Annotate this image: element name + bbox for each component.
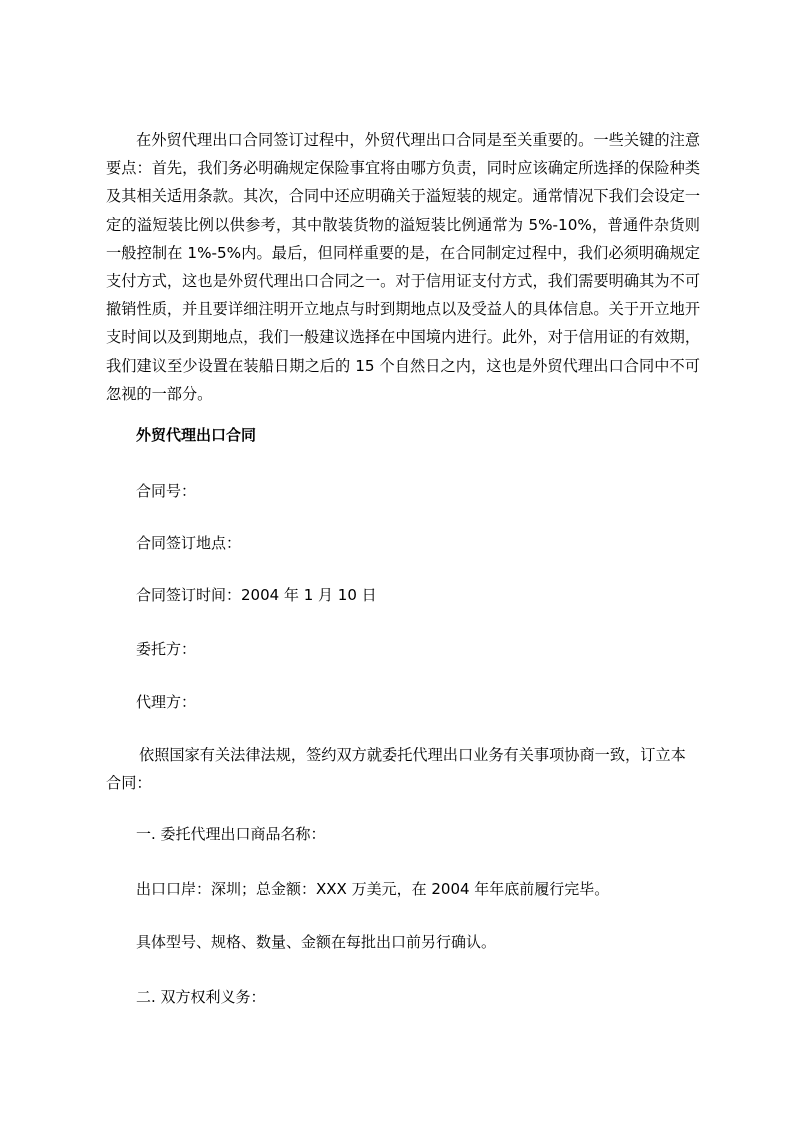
- contract-number-field: [136, 480, 196, 501]
- agent-label: 代理方：: [136, 693, 197, 711]
- contract-title: 外贸代理出口合同: [136, 426, 257, 444]
- sign-time-value: 2004 年 1 月 10 日: [241, 586, 377, 604]
- section-1-heading: 一. 委托代理出口商品名称：: [136, 825, 326, 843]
- details-line: 具体型号、规格、数量、金额在每批出口前另行确认。: [136, 933, 497, 951]
- sign-place-field: [136, 532, 241, 553]
- sign-time-label: 合同签订时间：: [136, 586, 242, 604]
- principal-field: [136, 638, 196, 659]
- principal-label: 委托方：: [136, 640, 197, 658]
- port-amount-line: 出口口岸：深圳；总金额：XXX 万美元，在 2004 年年底前履行完毕。: [136, 880, 610, 898]
- agent-field: [136, 691, 196, 712]
- sign-place-label: 合同签订地点：: [136, 534, 242, 552]
- intro-paragraph: 在外贸代理出口合同签订过程中，外贸代理出口合同是至关重要的。一些关键的注意要点：首先，我们务必明确规定保险事宜将由哪方负责，同时应该确定所选择的保险种类及其相关适用条款。其次，合同中还应明确关于溢短装的规定。通常情况下我们会设定一定的溢短装比例以供参考，其中散装货物的溢短装比例通常为 5%-10%，普通件杂货则一般控制在 1%-5%内。最后，但同样重要的是，在合同制定过程中，我们必须明确规定支付方式，这也是外贸代理出口合同之一。对于信用证支付方式，我们需要明确其为不可撤销性质，并且要详细注明开立地点与时到期地点以及受益人的具体信息。关于开立地开支时间以及到期地点，我们一般建议选择在中国境内进行。此外，对于信用证的有效期，我们建议至少设置在装船日期之后的 15 个自然日之内，这也是外贸代理出口合同中不可忽视的一部分。: [106, 131, 700, 403]
- contract-number-label: 合同号：: [136, 482, 197, 500]
- preamble-paragraph: 依照国家有关法律法规，签约双方就委托代理出口业务有关事项协商一致，订立本合同：: [106, 746, 686, 792]
- section-2-heading: 二. 双方权利义务：: [136, 988, 266, 1006]
- sign-time-field: [136, 584, 377, 605]
